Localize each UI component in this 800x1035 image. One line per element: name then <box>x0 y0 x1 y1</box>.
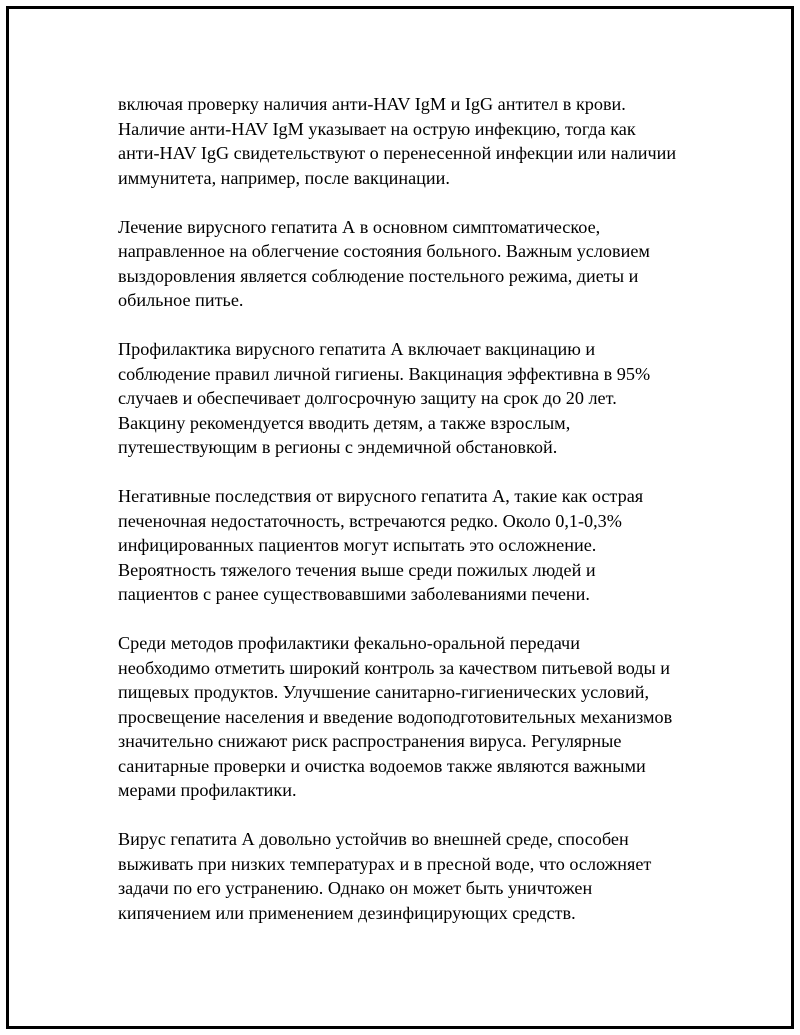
text-line: Среди методов профилактики фекально-оральной передачи <box>118 633 580 653</box>
text-line: просвещение населения и введение водоподготовительных механизмов <box>118 706 673 727</box>
text-line: пациентов с ранее существовавшими заболеваниями печени. <box>118 584 590 604</box>
paragraph-diagnosis <box>118 92 718 190</box>
text-line: путешествующим в регионы с эндемичной обстановкой. <box>118 437 558 457</box>
paragraph-virus-resistance <box>118 827 718 925</box>
text-line: санитарные проверки и очистка водоемов также являются важными <box>118 755 646 776</box>
text-line: анти-HAV IgG свидетельствуют о перенесенной инфекции или наличии <box>118 143 677 163</box>
text-line: мерами профилактики. <box>118 780 297 800</box>
document-body <box>118 92 718 950</box>
text-line: направленное на облегчение состояния больного. Важным условием <box>118 241 650 261</box>
text-line: соблюдение правил личной гигиены. Вакцинация эффективна в 95% <box>118 363 651 384</box>
paragraph-complications <box>118 484 718 607</box>
text-line: Лечение вирусного гепатита А в основном симптоматическое, <box>118 216 601 237</box>
text-line: печеночная недостаточность, встречаются редко. Около 0,1-0,3% <box>118 510 622 531</box>
text-line: обильное питье. <box>118 290 244 310</box>
text-line: Вакцину рекомендуется вводить детям, а также взрослым, <box>118 412 571 433</box>
text-line: выздоровления является соблюдение постельного режима, диеты и <box>118 265 639 286</box>
paragraph-treatment <box>118 215 718 313</box>
text-line: случаев и обеспечивает долгосрочную защиту на срок до 20 лет. <box>118 388 617 408</box>
paragraph-transmission-control <box>118 631 718 803</box>
text-line: выживать при низких температурах и в пресной воде, что осложняет <box>118 853 652 874</box>
text-line: Профилактика вирусного гепатита А включает вакцинацию и <box>118 339 596 359</box>
text-line: кипячением или применением дезинфицирующих средств. <box>118 902 576 923</box>
text-line: Вероятность тяжелого течения выше среди пожилых людей и <box>118 559 596 580</box>
text-line: пищевых продуктов. Улучшение санитарно-гигиенических условий, <box>118 682 649 702</box>
paragraph-prevention <box>118 337 718 460</box>
text-line: значительно снижают риск распространения вируса. Регулярные <box>118 731 622 751</box>
text-line: включая проверку наличия анти-HAV IgM и IgG антител в крови. <box>118 94 626 114</box>
text-line: задачи по его устранению. Однако он может быть уничтожен <box>118 878 593 898</box>
text-line: необходимо отметить широкий контроль за качеством питьевой воды и <box>118 657 671 678</box>
text-line: Негативные последствия от вирусного гепатита А, такие как острая <box>118 486 644 506</box>
text-line: Вирус гепатита А довольно устойчив во внешней среде, способен <box>118 829 629 849</box>
text-line: иммунитета, например, после вакцинации. <box>118 167 450 188</box>
text-line: Наличие анти-HAV IgM указывает на острую инфекцию, тогда как <box>118 118 636 139</box>
text-line: инфицированных пациентов могут испытать это осложнение. <box>118 535 597 555</box>
